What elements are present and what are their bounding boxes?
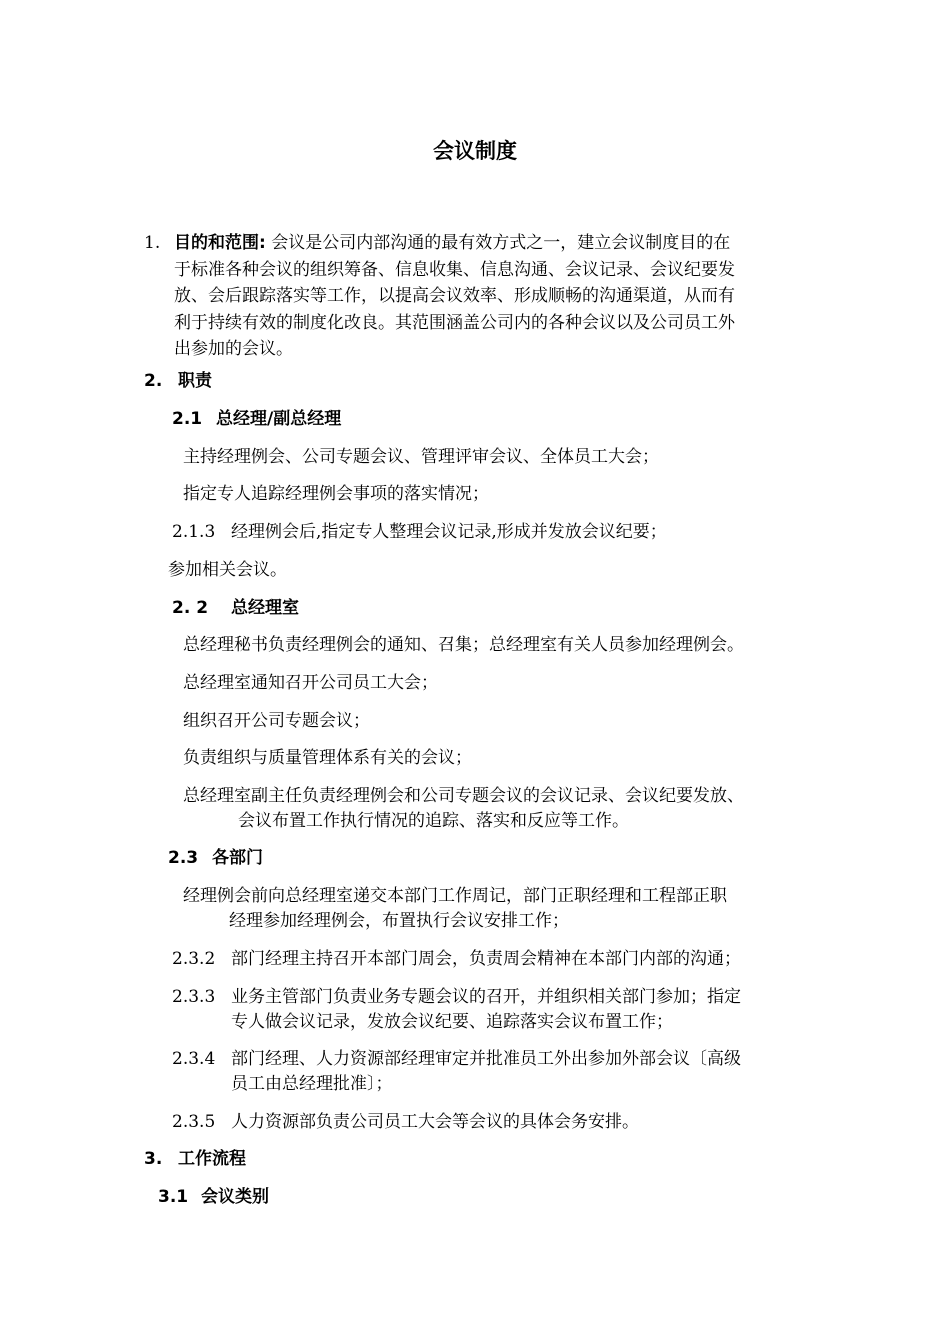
section-2-3-item-3-line-1: 业务主管部门负责业务专题会议的召开，并组织相关部门参加；指定	[231, 987, 741, 1007]
section-2-1-item-3-number: 2.1.3	[172, 522, 216, 542]
section-2-3-item-1-line-2: 经理参加经理例会，布置执行会议安排工作；	[229, 911, 569, 931]
section-1-line-3: 放、会后跟踪落实等工作，以提高会议效率、形成顺畅的沟通渠道，从而有	[174, 286, 735, 306]
section-2-3-item-1-line-1: 经理例会前向总经理室递交本部门工作周记，部门正职经理和工程部正职	[183, 886, 727, 906]
section-2-3-item-4-number: 2.3.4	[172, 1049, 216, 1069]
section-2-2-heading: 总经理室	[231, 598, 299, 618]
section-2-3-item-4-line-1: 部门经理、人力资源部经理审定并批准员工外出参加外部会议〔高级	[231, 1049, 741, 1069]
section-1-paragraph	[174, 230, 824, 363]
section-2-3-heading: 各部门	[212, 848, 263, 868]
section-1-heading: 目的和范围:	[174, 233, 266, 253]
section-3-number: 3.	[144, 1149, 163, 1169]
section-2-number: 2.	[144, 371, 163, 391]
section-3-heading: 工作流程	[178, 1149, 246, 1169]
section-2-2-item-5-line-2: 会议布置工作执行情况的追踪、落实和反应等工作。	[238, 811, 629, 831]
section-3-1-number: 3.1	[158, 1187, 189, 1207]
section-1-line-2: 于标准各种会议的组织筹备、信息收集、信息沟通、会议记录、会议纪要发	[174, 259, 735, 280]
section-2-2-item-1: 总经理秘书负责经理例会的通知、召集；总经理室有关人员参加经理例会。	[183, 635, 744, 655]
section-2-1-heading: 总经理/副总经理	[216, 409, 342, 429]
section-2-1-item-3: 经理例会后,指定专人整理会议记录,形成并发放会议纪要；	[231, 522, 667, 542]
section-2-3-item-4-line-2: 员工由总经理批准〕；	[231, 1074, 393, 1094]
section-2-3-item-5-number: 2.3.5	[172, 1112, 216, 1132]
section-1-line-4: 利于持续有效的制度化改良。其范围涵盖公司内的各种会议以及公司员工外	[174, 312, 735, 333]
section-1-line-5: 出参加的会议。	[174, 339, 293, 359]
section-2-3-item-5: 人力资源部负责公司员工大会等会议的具体会务安排。	[231, 1112, 639, 1132]
section-2-3-item-2: 部门经理主持召开本部门周会，负责周会精神在本部门内部的沟通；	[231, 949, 741, 969]
document-title: 会议制度	[433, 139, 517, 163]
section-2-1-number: 2.1	[172, 409, 203, 429]
section-2-3-item-3-number: 2.3.3	[172, 987, 216, 1007]
section-1-number: 1.	[144, 233, 161, 253]
section-2-2-number: 2. 2	[172, 598, 209, 618]
section-2-heading: 职责	[178, 371, 212, 391]
section-2-2-item-3: 组织召开公司专题会议；	[183, 711, 370, 731]
section-2-2-item-2: 总经理室通知召开公司员工大会；	[183, 673, 438, 693]
section-3-1-heading: 会议类别	[201, 1187, 269, 1207]
section-2-1-item-2: 指定专人追踪经理例会事项的落实情况；	[183, 484, 489, 504]
section-2-2-item-4: 负责组织与质量管理体系有关的会议；	[183, 748, 472, 768]
section-1-line-1: 会议是公司内部沟通的最有效方式之一，建立会议制度目的在	[265, 233, 731, 253]
section-2-1-item-1: 主持经理例会、公司专题会议、管理评审会议、全体员工大会；	[183, 447, 659, 467]
section-2-3-item-3-line-2: 专人做会议记录，发放会议纪要、追踪落实会议布置工作；	[231, 1012, 673, 1032]
section-2-3-number: 2.3	[168, 848, 199, 868]
section-2-2-item-5-line-1: 总经理室副主任负责经理例会和公司专题会议的会议记录、会议纪要发放、	[183, 786, 744, 806]
section-2-1-item-4: 参加相关会议。	[168, 560, 287, 580]
section-2-3-item-2-number: 2.3.2	[172, 949, 216, 969]
